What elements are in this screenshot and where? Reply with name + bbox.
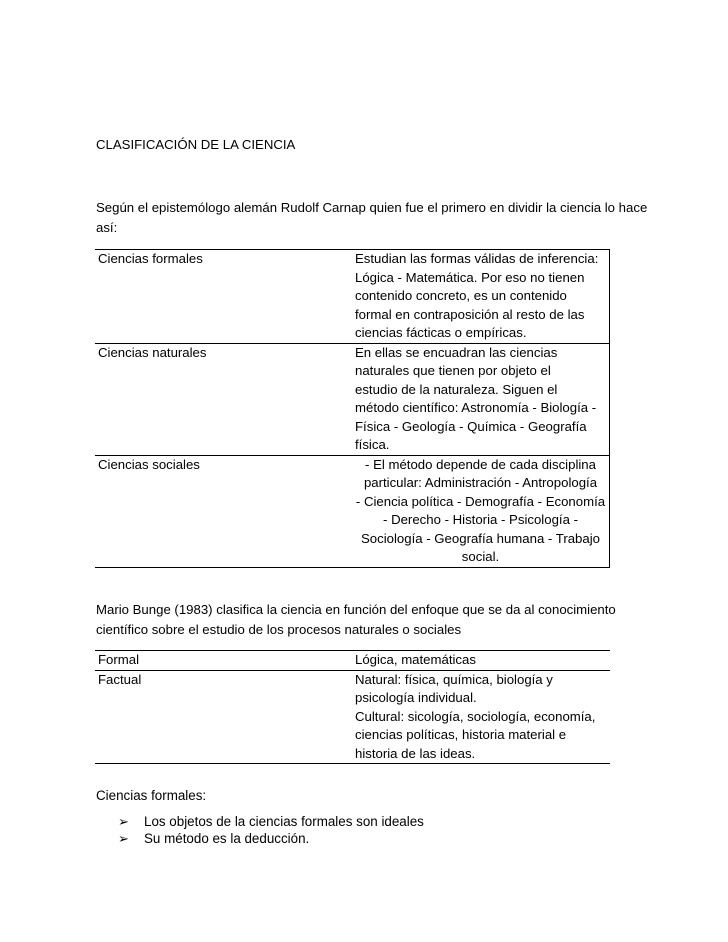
description-line: ciencias políticas, historia material e xyxy=(355,727,567,742)
bunge-classification-table xyxy=(95,650,610,764)
description-line: ciencias fácticas o empíricas. xyxy=(355,325,527,340)
science-description-cell xyxy=(352,250,610,344)
description-line: Cultural: sicología, sociología, economía, xyxy=(355,708,596,724)
science-description-cell xyxy=(352,651,610,671)
description-line: método científico: Astronomía - Biología - xyxy=(355,400,597,415)
description-line: particular: Administración - Antropología xyxy=(363,475,598,490)
list-item xyxy=(118,813,424,830)
arrow-bullet-icon: ➢ xyxy=(118,831,129,846)
carnap-intro-paragraph xyxy=(96,198,656,238)
science-name-cell: Factual xyxy=(95,670,352,764)
table-row xyxy=(95,670,610,764)
bunge-line-2: científico sobre el estudio de los procesos naturales o sociales xyxy=(96,622,462,637)
list-item xyxy=(118,830,424,847)
table-row xyxy=(95,455,610,567)
description-line: historia de las ideas. xyxy=(355,745,476,761)
table-row xyxy=(95,343,610,455)
description-line: estudio de la naturaleza. Siguen el xyxy=(355,381,558,397)
science-description-cell xyxy=(352,455,610,567)
science-name-cell: Ciencias sociales xyxy=(95,455,352,567)
description-line: - El método depende de cada disciplina xyxy=(365,456,596,472)
carnap-intro-line-2: así: xyxy=(96,220,118,235)
description-line: psicología individual. xyxy=(355,690,477,705)
arrow-bullet-icon: ➢ xyxy=(118,814,129,829)
description-line: Lógica - Matemática. Por eso no tienen xyxy=(355,269,585,285)
description-line: Física - Geología - Química - Geografía xyxy=(355,418,587,434)
description-line: Lógica, matemáticas xyxy=(355,652,476,667)
list-item-text: Los objetos de la ciencias formales son ideales xyxy=(144,814,424,829)
description-line: física. xyxy=(355,437,390,452)
bunge-line-1: Mario Bunge (1983) clasifica la ciencia en función del enfoque que se da al conocimiento xyxy=(96,602,616,617)
description-line: contenido concreto, es un contenido xyxy=(355,288,567,303)
formales-bullet-list xyxy=(118,813,424,847)
bunge-paragraph xyxy=(96,600,656,640)
science-description-cell xyxy=(352,343,610,455)
science-name-cell: Formal xyxy=(98,652,140,667)
science-name-cell: Ciencias formales xyxy=(98,251,203,266)
description-line: formal en contraposición al resto de las xyxy=(355,306,585,322)
list-item-text: Su método es la deducción. xyxy=(144,831,310,846)
description-line: En ellas se encuadran las ciencias xyxy=(355,344,558,360)
description-line: Natural: física, química, biología y xyxy=(355,671,553,687)
table-row xyxy=(95,250,610,344)
description-line: Estudian las formas válidas de inferencia: xyxy=(355,251,599,266)
description-line: social. xyxy=(461,549,500,564)
science-description-cell xyxy=(352,670,610,764)
description-line: Sociología - Geografía humana - Trabajo xyxy=(361,530,600,546)
description-line: naturales que tienen por objeto el xyxy=(355,363,551,378)
document-title: CLASIFICACIÓN DE LA CIENCIA xyxy=(96,137,296,152)
science-name-cell: Ciencias naturales xyxy=(95,343,352,455)
formales-heading: Ciencias formales: xyxy=(96,788,207,803)
table-row xyxy=(95,651,610,671)
description-line: - Ciencia política - Demografía - Economía xyxy=(355,493,606,509)
carnap-intro-line-1: Según el epistemólogo alemán Rudolf Carnap quien fue el primero en dividir la ciencia lo hace xyxy=(96,200,648,215)
carnap-classification-table xyxy=(95,249,610,568)
description-line: - Derecho - Historia - Psicología - xyxy=(383,512,578,527)
